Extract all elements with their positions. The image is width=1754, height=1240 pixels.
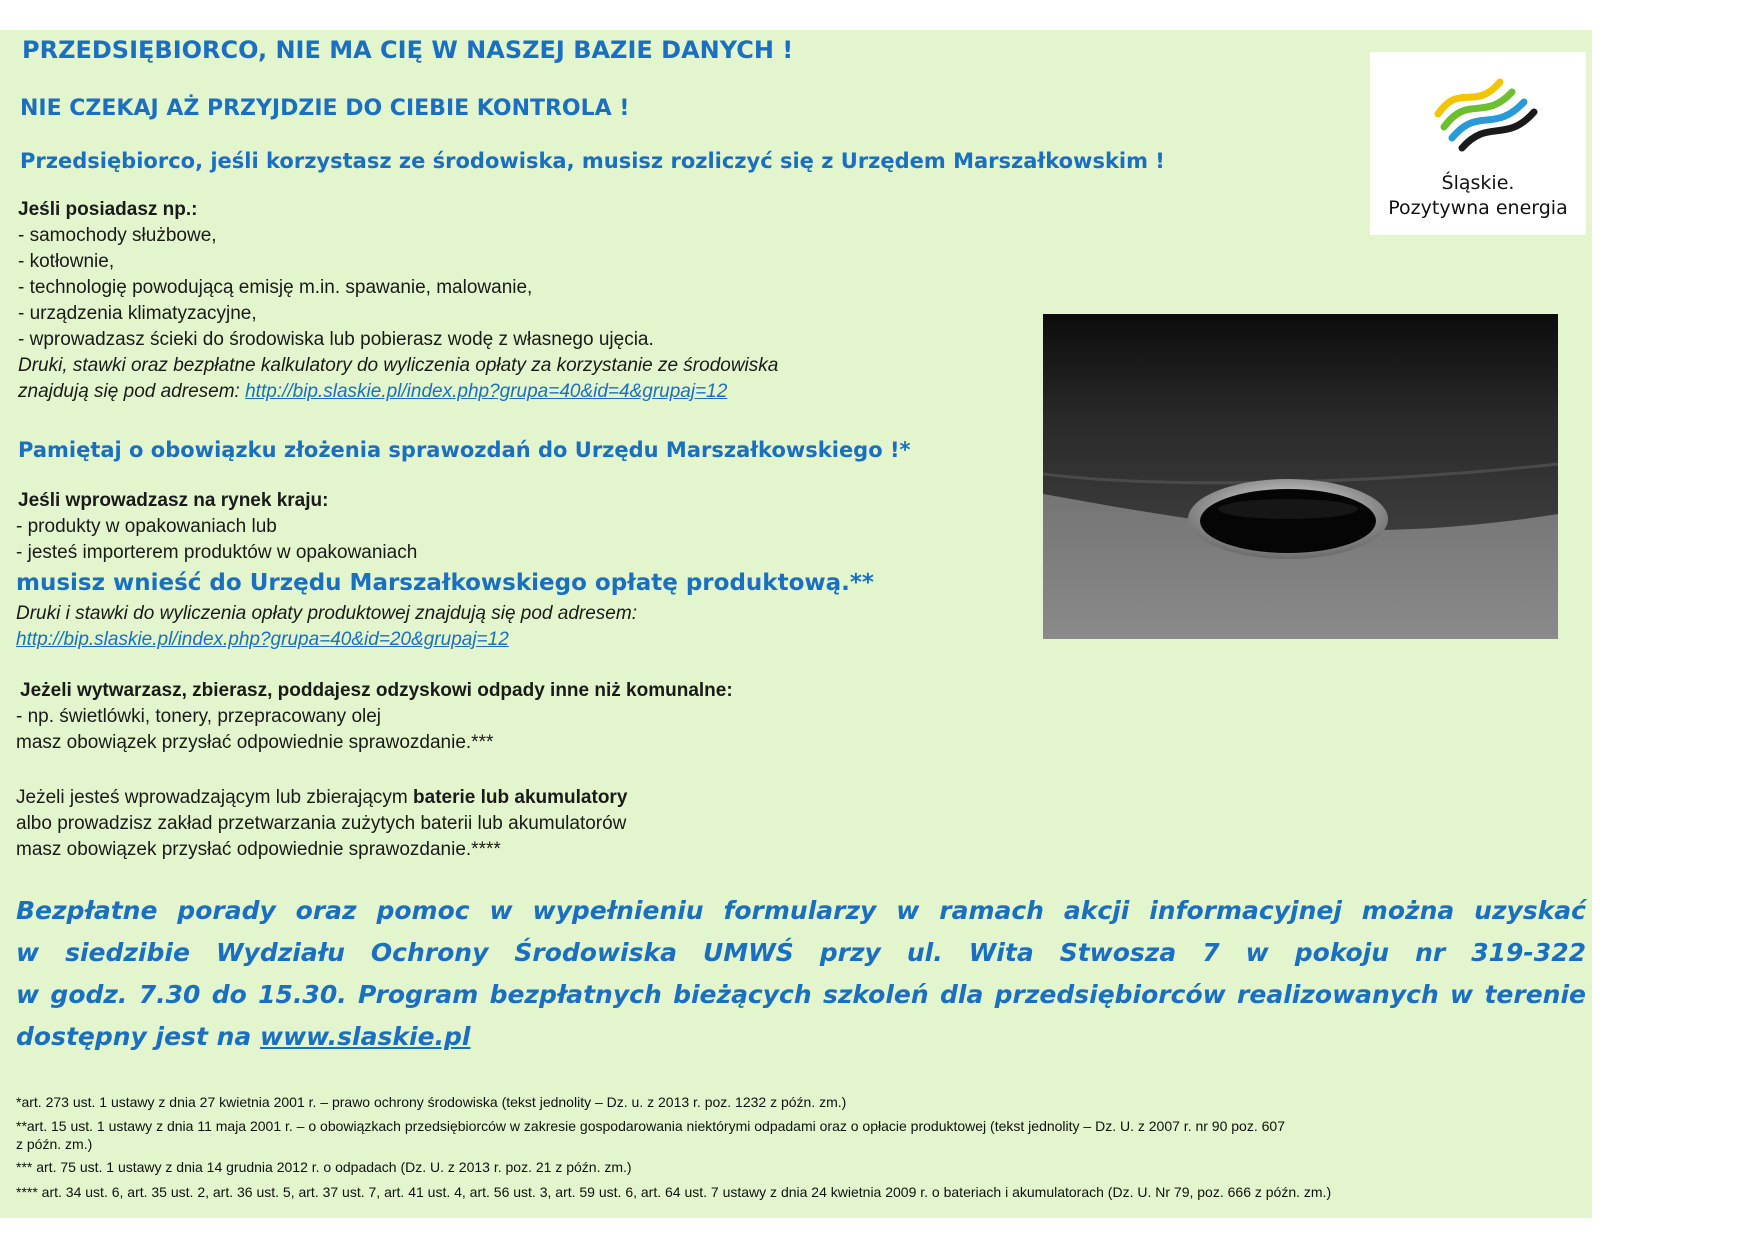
section3-line: masz obowiązek przysłać odpowiednie sprawozdanie.*** [16,732,494,753]
section2-title: Jeśli wprowadzasz na rynek kraju: [18,490,329,511]
section4-line: masz obowiązek przysłać odpowiednie sprawozdanie.**** [16,839,501,860]
headline-2: NIE CZEKAJ AŻ PRZYJDZIE DO CIEBIE KONTROLA ! [20,96,630,121]
section2-emphasis: musisz wnieść do Urzędu Marszałkowskiego opłatę produktową.** [16,570,874,596]
info-line: w siedzibie Wydziału Ochrony Środowiska UMWŚ przy ul. Wita Stwosza 7 w pokoju nr 319-322 [16,938,1586,967]
footnote: *** art. 75 ust. 1 ustawy z dnia 14 grudnia 2012 r. o odpadach (Dz. U. z 2013 r. poz. 21 z późn. zm.) [16,1159,632,1175]
section2-item: - produkty w opakowaniach lub [16,516,277,537]
footnote: *art. 273 ust. 1 ustawy z dnia 27 kwietnia 2001 r. – prawo ochrony środowiska (tekst jednolity – Dz. u. z 2013 r. poz. 1232 z późn. zm.) [16,1094,847,1110]
info-line: w godz. 7.30 do 15.30. Program bezpłatnych bieżących szkoleń dla przedsiębiorców realizowanych w terenie [16,980,1586,1009]
logo-line-1: Śląskie. [1441,172,1515,194]
section2-item: - jesteś importerem produktów w opakowaniach [16,542,418,563]
section1-note-prefix: znajdują się pod adresem: [18,381,246,402]
info-prefix: dostępny jest na [16,1022,260,1051]
section1-item: - samochody służbowe, [18,225,217,246]
section1-link[interactable]: http://bip.slaskie.pl/index.php?grupa=40&id=4&grupaj=12 [245,381,728,402]
section3-line: - np. świetlówki, tonery, przepracowany olej [16,706,382,727]
section4-line: albo prowadzisz zakład przetwarzania zużytych baterii lub akumulatorów [16,813,627,834]
info-line: Bezpłatne porady oraz pomoc w wypełnieniu formularzy w ramach akcji informacyjnej można uzyskać [16,896,1586,925]
exhaust-pipe-photo [1043,314,1558,639]
section2-link[interactable]: http://bip.slaskie.pl/index.php?grupa=40&id=20&grupaj=12 [16,629,509,650]
logo-line-2: Pozytywna energia [1388,197,1568,219]
waves-logo-icon [1430,72,1540,152]
footnote: **art. 15 ust. 1 ustawy z dnia 11 maja 2001 r. – o obowiązkach przedsiębiorców w zakresie gospodarowania niektórymi odpadami oraz o opłacie produktowej (tekst jednolity – Dz. U. z 2007 r. nr 90 poz. 607 [16,1118,1285,1134]
section4-prefix: Jeżeli jesteś wprowadzającym lub zbierającym [16,787,414,808]
headline-1: PRZEDSIĘBIORCO, NIE MA CIĘ W NASZEJ BAZIE DANYCH ! [22,36,794,64]
section2-note: Druki i stawki do wyliczenia opłaty produktowej znajdują się pod adresem: [16,603,637,624]
section1-note: Druki, stawki oraz bezpłatne kalkulatory do wyliczenia opłaty za korzystanie ze środowiska [18,355,779,376]
section1-item: - wprowadzasz ścieki do środowiska lub pobierasz wodę z własnego ujęcia. [18,329,654,350]
reminder-heading: Pamiętaj o obowiązku złożenia sprawozdań do Urzędu Marszałkowskiego !* [18,438,911,462]
section1-title: Jeśli posiadasz np.: [18,199,198,220]
section1-item: - kotłownie, [18,251,115,272]
section1-item: - technologię powodującą emisję m.in. spawanie, malowanie, [18,277,533,298]
slaskie-logo [1370,52,1586,235]
section1-item: - urządzenia klimatyzacyjne, [18,303,257,324]
website-link[interactable]: www.slaskie.pl [259,1022,471,1051]
footnote: z późn. zm.) [16,1136,93,1152]
footnote: **** art. 34 ust. 6, art. 35 ust. 2, art. 36 ust. 5, art. 37 ust. 7, art. 41 ust. 4, art. 56 ust. 3, art. 59 ust. 6, art. 64 ust. 7 ustawy z dnia 24 kwietnia 2009 r. o bateriach i akumulatorach (Dz. U. Nr 79, poz. 666 z późn. zm.) [16,1184,1332,1200]
headline-3: Przedsiębiorco, jeśli korzystasz ze środowiska, musisz rozliczyć się z Urzędem Marszałkowskim ! [20,149,1165,173]
section4-bold: baterie lub akumulatory [413,787,628,808]
section3-title: Jeżeli wytwarzasz, zbierasz, poddajesz odzyskowi odpady inne niż komunalne: [20,680,733,701]
